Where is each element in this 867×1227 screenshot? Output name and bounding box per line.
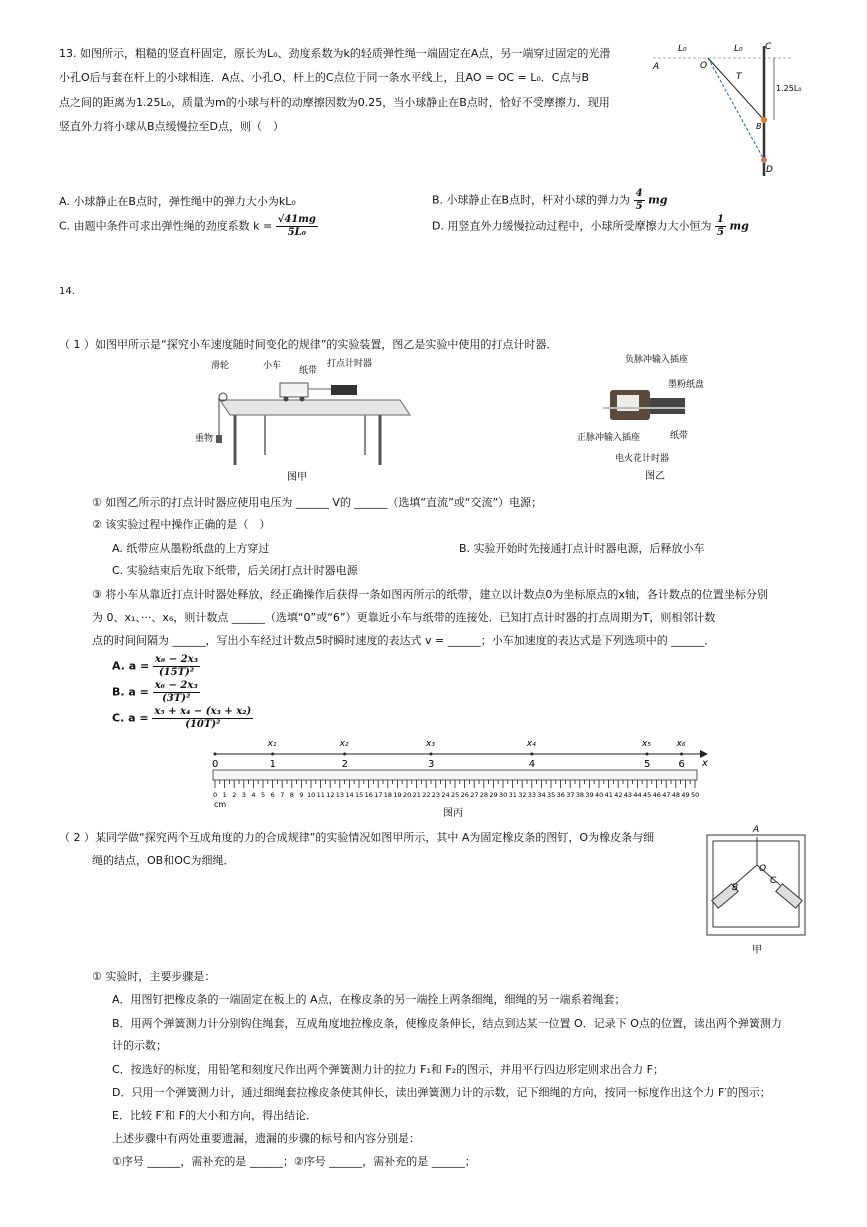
ruler-cm-label: 20	[403, 791, 412, 799]
ruler-cm-label: 2	[232, 791, 237, 799]
q14-sub2: ② 该实验过程中操作正确的是（ ）	[92, 518, 271, 531]
frac-den: 5	[716, 227, 724, 238]
q13-fig-L0b: L₀	[734, 44, 743, 54]
formula-b-fraction	[153, 680, 200, 705]
fig-label-weight: 重物	[195, 434, 214, 444]
ruler-cm-label: 43	[623, 791, 633, 799]
q14-steps-answer: ①序号 ______，需补充的是 ______；②序号 ______，需补充的是 ______；	[112, 1155, 476, 1168]
ruler-cm-label: 28	[479, 791, 489, 799]
q13-option-b-text: B. 小球静止在B点时，杆对小球的弹力为	[432, 193, 631, 207]
ruler-cm-label: 19	[393, 791, 402, 799]
ruler-cm-label: 38	[575, 791, 585, 799]
q14-steps-heading: ① 实验时，主要步骤是：	[92, 970, 216, 983]
q13-option-b-fraction	[634, 188, 645, 213]
figure-cart-apparatus	[195, 355, 420, 485]
tape-count-label: 2	[341, 759, 348, 770]
ruler-cm-label: 45	[643, 791, 652, 799]
tape-count-label: 1	[269, 759, 276, 770]
formula-c-fraction	[152, 706, 253, 731]
figure-spark-timer	[575, 350, 725, 485]
q14-sub3-line1: ③ 将小车从靠近打点计时器处释放，经正确操作后获得一条如图丙所示的纸带，建立以计数点0为坐标原点的x轴，各计数点的位置坐标分别	[92, 588, 768, 601]
tape-count-dot	[680, 753, 683, 756]
q13-line3: 点之间的距离为1.25L₀，质量为m的小球与杆的动摩擦因数为0.25，当小球静止在B点时，恰好不受摩擦力．现用	[59, 96, 610, 109]
formula-a-label: A. a =	[112, 659, 150, 673]
ruler-cm-label: 24	[441, 791, 450, 799]
q14-steps-question: 上述步骤中有两处重要遗漏，遗漏的步骤的标号和内容分别是：	[112, 1132, 420, 1145]
q14-sub3-line3: 点的时间间隔为 ______，写出小车经过计数点5时瞬时速度的表达式 v = ______；小车加速度的表达式是下列选项中的 ______．	[92, 634, 716, 647]
ruler-cm-label: 36	[556, 791, 565, 799]
ruler-cm-label: 7	[280, 791, 285, 799]
tape-x-label: x₆	[676, 739, 686, 749]
fig-label-pulley: 滑轮	[211, 361, 230, 371]
formula-b-label: B. a =	[112, 685, 149, 699]
q14-part1-intro: （ 1 ）如图甲所示是“探究小车速度随时间变化的规律”的实验装置，图乙是实验中使用的打点计时器．	[59, 338, 558, 351]
q13-option-d	[432, 214, 749, 239]
ruler-cm-label: 35	[547, 791, 556, 799]
ruler-cm-label: 10	[307, 791, 316, 799]
tape-count-dot	[430, 753, 433, 756]
q14-number: 14.	[59, 286, 75, 297]
q14-sub2-option-c: C. 实验结束后先取下纸带，后关闭打点计时器电源	[112, 564, 358, 577]
formula-c	[112, 706, 253, 731]
ruler-cm-label: 27	[470, 791, 479, 799]
q13-line2: 小孔O后与套在杆上的小球相连．A点、小孔O、杆上的C点位于同一条水平线上，且AO = OC = L₀．C点与B	[59, 71, 590, 84]
q13-line4: 竖直外力将小球从B点缓慢拉至D点，则（ ）	[59, 120, 285, 133]
frac-num: x₆ − 2x₃	[155, 654, 199, 665]
frac-num: x₆ − 2x₃	[154, 680, 198, 691]
frac-num: 4	[635, 188, 643, 199]
q13-option-b-unit: mg	[648, 193, 668, 207]
frac-den: (3T)²	[162, 693, 191, 704]
tape-count-dot	[646, 753, 649, 756]
formula-a-fraction	[153, 654, 200, 679]
q14-sub1: ① 如图乙所示的打点计时器应使用电压为 ______ V的 ______（选填“直流”或“交流”）电源；	[92, 496, 543, 509]
ruler-cm-label: 1	[222, 791, 227, 799]
ruler-cm-label: 17	[374, 791, 383, 799]
q13-option-d-unit: mg	[729, 219, 749, 233]
ruler-cm-label: 15	[355, 791, 364, 799]
figure-force-board	[702, 823, 812, 958]
tape-count-label: 5	[644, 759, 651, 770]
ruler-cm-label: 47	[662, 791, 671, 799]
ruler-cm-label: 37	[566, 791, 575, 799]
tape-axis-label: x	[702, 758, 708, 769]
ruler-cm-label: 5	[261, 791, 266, 799]
tape-x-label: x₁	[267, 739, 277, 749]
q13-fig-T: T	[736, 72, 742, 82]
q13-fig-C: C	[765, 42, 772, 52]
formula-a	[112, 654, 200, 679]
q13-option-a: A. 小球静止在B点时，弹性绳中的弹力大小为kL₀	[59, 195, 296, 208]
ruler-cm-label: 50	[691, 791, 700, 799]
q14-step-c: C．按选好的标度，用铅笔和刻度尺作出两个弹簧测力计的拉力 F₁和 F₂的图示，并用平行四边形定则求出合力 F；	[112, 1063, 664, 1076]
fig-label-tape: 纸带	[299, 366, 318, 376]
ruler-cm-label: 49	[681, 791, 690, 799]
frac-num: x₅ + x₄ − (x₃ + x₂)	[154, 706, 252, 717]
tape-count-dot	[530, 753, 533, 756]
ruler-cm-label: 13	[335, 791, 345, 799]
q13-option-c-text: C. 由题中条件可求出弹性绳的劲度系数 k =	[59, 219, 273, 233]
ruler-cm-label: 22	[422, 791, 431, 799]
force-fig-A: A	[753, 825, 760, 835]
ruler-cm-label: 11	[316, 791, 325, 799]
tape-count-dot	[271, 753, 274, 756]
fig-label-tape2: 纸带	[670, 431, 689, 441]
ruler-cm-label: 14	[345, 791, 354, 799]
tape-x-label: x₅	[642, 739, 651, 749]
frac-den: (15T)²	[158, 667, 195, 678]
ruler-cm-label: 33	[527, 791, 537, 799]
q14-step-b-line1: B．用两个弹簧测力计分别钩住绳套，互成角度地拉橡皮条，使橡皮条伸长，结点到达某一位置 O．记录下 O点的位置，读出两个弹簧测力	[112, 1017, 782, 1030]
ruler-cm-label: 41	[604, 791, 613, 799]
fig-label-timer: 打点计时器	[327, 359, 373, 369]
ruler-cm-label: 21	[412, 791, 421, 799]
q13-fig-B: B	[756, 122, 762, 131]
ruler-cm-label: 9	[299, 791, 304, 799]
ruler-cm-label: 16	[364, 791, 373, 799]
ruler-cm-label: 23	[431, 791, 441, 799]
tape-count-label: 3	[428, 759, 435, 770]
ruler-cm-label: 25	[451, 791, 460, 799]
q14-step-e: E．比较 F′和 F的大小和方向，得出结论．	[112, 1109, 318, 1122]
ruler-cm-label: 3	[241, 791, 246, 799]
ruler-cm-label: 46	[652, 791, 661, 799]
frac-den: (10T)²	[185, 719, 221, 730]
q13-fig-D: D	[766, 165, 773, 175]
q14-step-a: A．用图钉把橡皮条的一端固定在板上的 A点，在橡皮条的另一端拴上两条细绳，细绳的另一端系着绳套；	[112, 993, 626, 1006]
ruler-cm-label: 0	[213, 791, 218, 799]
q14-step-b-line2: 计的示数；	[112, 1039, 167, 1052]
q13-figure	[648, 36, 802, 181]
tape-count-dot	[214, 753, 217, 756]
tape-x-label: x₄	[526, 739, 536, 749]
q13-fig-A: A	[653, 62, 660, 72]
figure-tape-ruler	[205, 736, 715, 820]
ruler-cm-label: 12	[326, 791, 335, 799]
q14-part2-line1: （ 2 ）某同学做“探究两个互成角度的力的合成规律”的实验情况如图甲所示，其中 A为固定橡皮条的图钉，O为橡皮条与细	[59, 831, 655, 844]
ruler-cm-label: 29	[489, 791, 498, 799]
tape-x-label: x₂	[339, 739, 349, 749]
ruler-cm-label: 26	[460, 791, 469, 799]
formula-b	[112, 680, 200, 705]
q13-option-d-fraction	[715, 214, 726, 239]
ruler-cm-label: 42	[614, 791, 623, 799]
tape-count-dot	[343, 753, 346, 756]
q13-fig-dist: 1.25L₀	[776, 84, 802, 93]
q14-step-d: D．只用一个弹簧测力计，通过细绳套拉橡皮条使其伸长，读出弹簧测力计的示数，记下细绳的方向，按同一标度作出这个力 F′的图示；	[112, 1086, 771, 1099]
ruler-cm-label: 48	[671, 791, 681, 799]
ruler-cm-label: 4	[251, 791, 256, 799]
ruler-cm-label: 31	[508, 791, 517, 799]
fig-label-pos-socket: 正脉冲输入插座	[577, 433, 641, 443]
fig-label-neg-socket: 负脉冲输入插座	[625, 355, 689, 365]
ruler-unit: cm	[214, 800, 227, 809]
figure-caption-jia: 图甲	[287, 472, 307, 483]
fig-label-disk: 墨粉纸盘	[668, 380, 705, 390]
q13-line1: 13. 如图所示，粗糙的竖直杆固定，原长为L₀、劲度系数为k的轻质弹性绳一端固定在A点，另一端穿过固定的光滑	[59, 47, 611, 60]
frac-num: √41mg	[277, 214, 316, 225]
ruler-cm-label: 8	[289, 791, 294, 799]
q13-option-c	[59, 214, 318, 239]
q14-sub3-line2: 为 0、x₁、···、x₆，则计数点 ______（选填“0”或“6”）更靠近小车与纸带的连接处．已知打点计时器的打点周期为T，则相邻计数	[92, 611, 716, 624]
force-fig-O: O	[759, 864, 767, 874]
q14-sub2-option-b: B. 实验开始时先接通打点计时器电源，后释放小车	[459, 542, 705, 555]
q13-fig-O: O	[700, 61, 708, 71]
q14-sub2-option-a: A. 纸带应从墨粉纸盘的上方穿过	[112, 542, 270, 555]
frac-den: 5L₀	[287, 227, 306, 238]
ruler-cm-label: 40	[595, 791, 604, 799]
q13-option-c-fraction	[276, 214, 318, 239]
ruler-cm-label: 39	[585, 791, 594, 799]
figure-caption-jia2: 甲	[752, 945, 762, 956]
tape-count-label: 6	[678, 759, 685, 770]
q13-fig-L0a: L₀	[678, 44, 687, 54]
force-fig-B: B	[732, 883, 739, 893]
tape-count-label: 0	[212, 759, 219, 770]
q14-part2-line2: 绳的结点，OB和OC为细绳．	[92, 854, 235, 867]
frac-num: 1	[716, 214, 724, 225]
ruler-cm-label: 6	[270, 791, 275, 799]
q13-option-d-text: D. 用竖直外力缓慢拉动过程中，小球所受摩擦力大小恒为	[432, 219, 712, 233]
q13-option-b	[432, 188, 667, 213]
figure-caption-bing: 图丙	[443, 808, 463, 819]
tape-count-label: 4	[528, 759, 536, 770]
ruler-cm-label: 18	[383, 791, 393, 799]
ruler-cm-label: 44	[633, 791, 642, 799]
ruler-cm-label: 32	[518, 791, 527, 799]
frac-den: 5	[635, 201, 643, 212]
tape-x-label: x₃	[426, 739, 435, 749]
force-fig-C: C	[770, 876, 777, 886]
fig-label-spark-timer: 电火花计时器	[615, 454, 670, 464]
ruler-cm-label: 30	[499, 791, 508, 799]
figure-caption-yi: 图乙	[645, 471, 665, 482]
fig-label-cart: 小车	[263, 361, 282, 371]
formula-c-label: C. a =	[112, 711, 149, 725]
ruler-cm-label: 34	[537, 791, 546, 799]
